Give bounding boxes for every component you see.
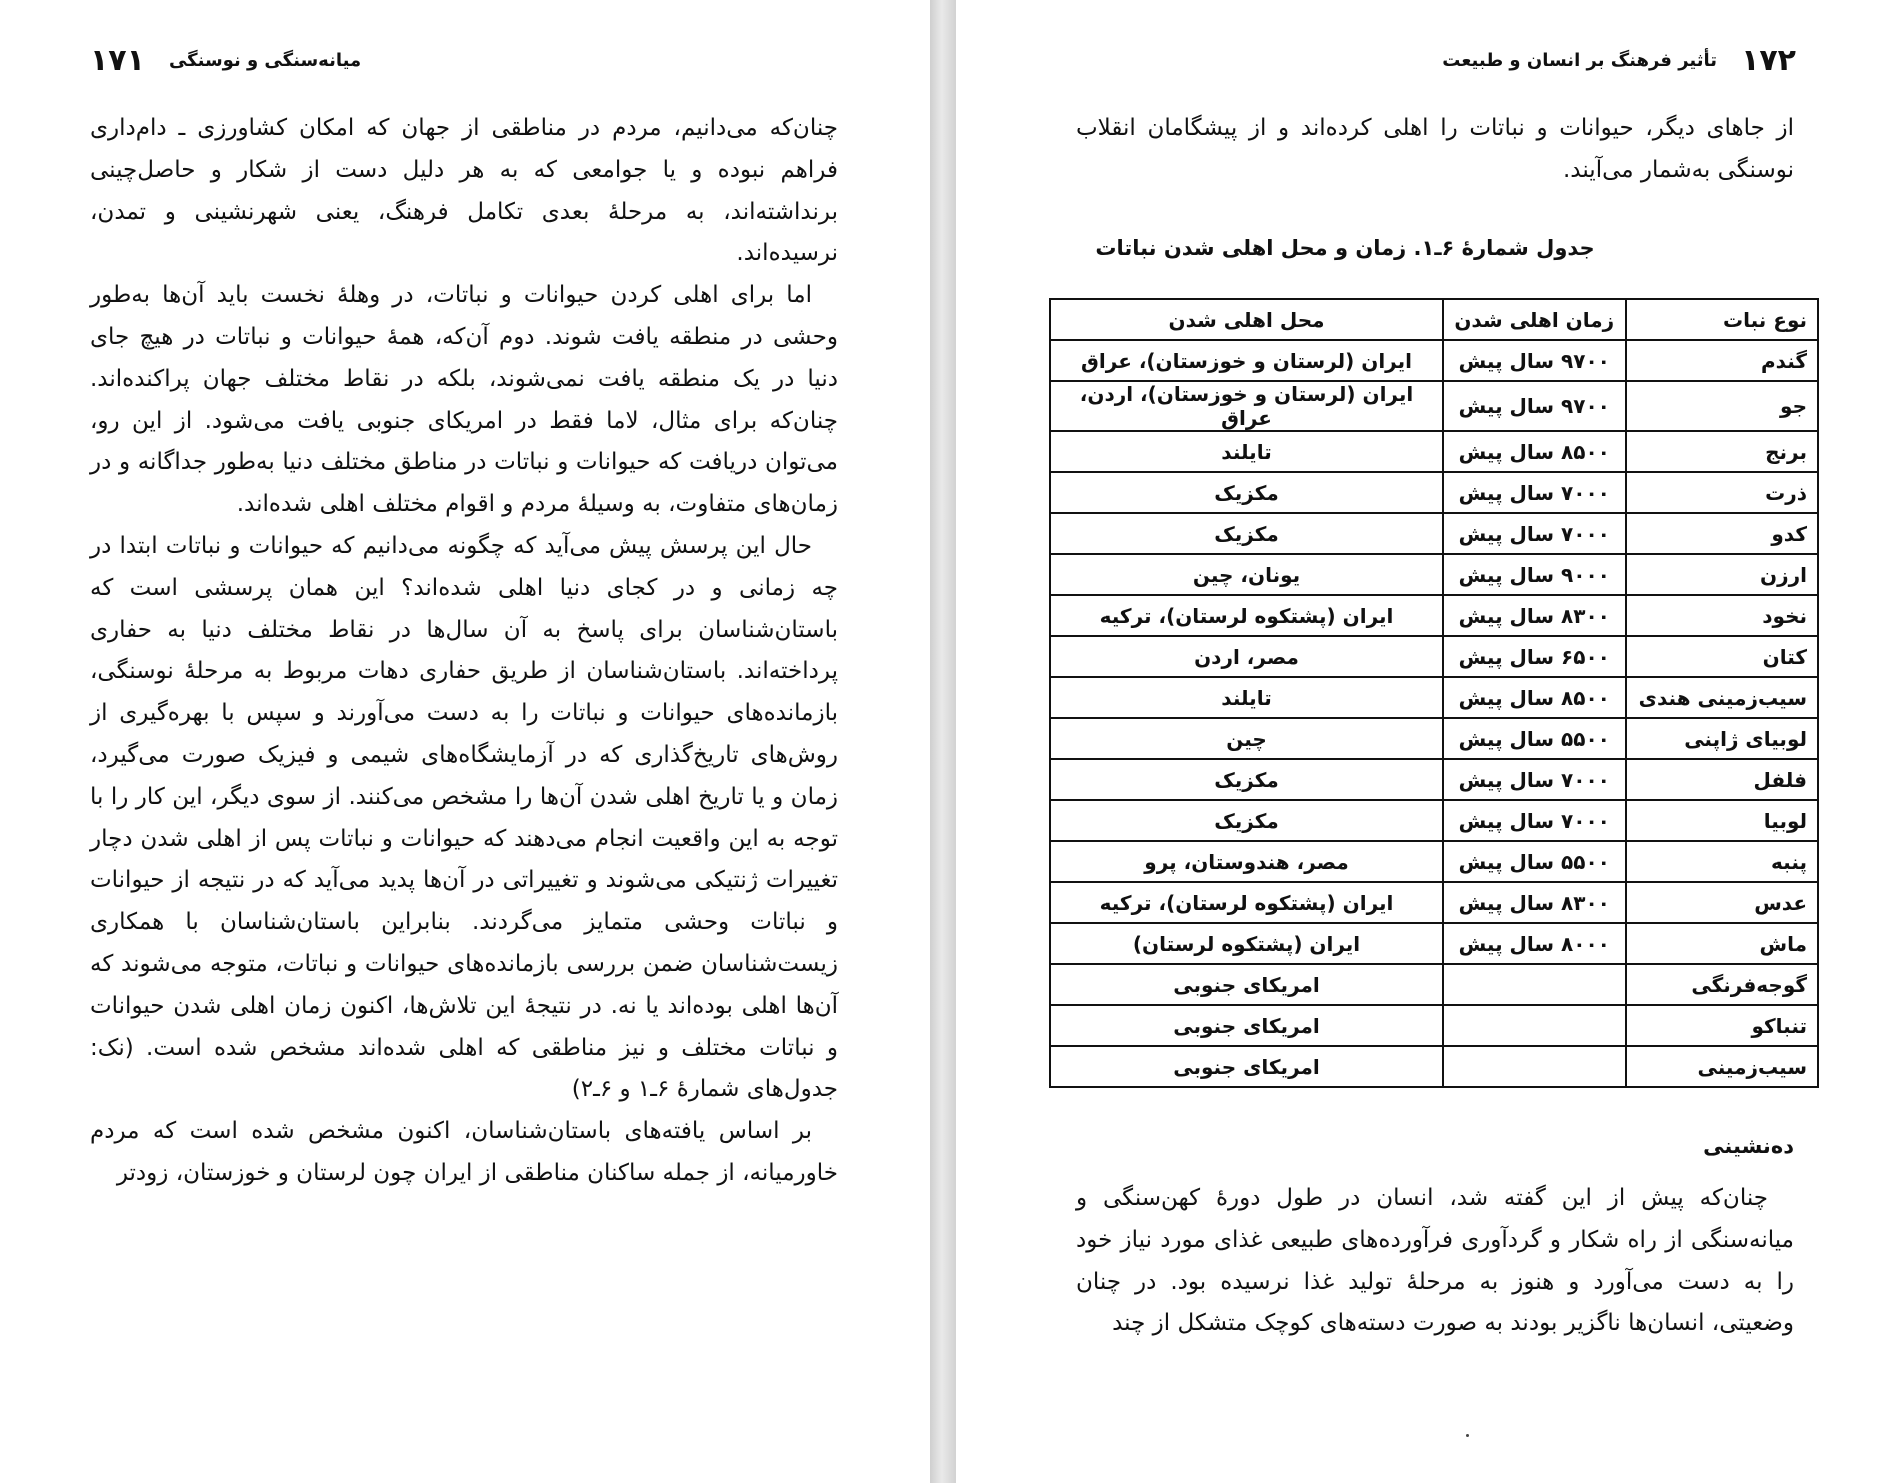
domestication-time-cell: ۹۷۰۰ سال پیش	[1443, 381, 1625, 431]
left-page	[0, 0, 930, 1483]
plant-name-cell: عدس	[1626, 882, 1819, 923]
domestication-time-cell: ۸۵۰۰ سال پیش	[1443, 677, 1625, 718]
table-row	[1050, 636, 1818, 677]
plant-name-cell: فلفل	[1626, 759, 1819, 800]
plant-name-cell: جو	[1626, 381, 1819, 431]
domestication-place-cell: امریکای جنوبی	[1050, 1046, 1443, 1087]
domestication-time-cell	[1443, 1005, 1625, 1046]
plant-name-cell: تنباکو	[1626, 1005, 1819, 1046]
right-body-text	[1076, 1178, 1794, 1345]
domestication-place-cell: مصر، اردن	[1050, 636, 1443, 677]
table-row	[1050, 800, 1818, 841]
paragraph: چنان‌که می‌دانیم، مردم در مناطقی از جهان که امکان کشاورزی ـ دام‌داری فراهم نبوده و یا جوامعی که به هر دلیل دست از شکار و حاصل‌چینی برنداشته‌اند، به مرحلهٔ بعدی تکامل فرهنگ، یعنی شهرنشینی و تمدن، نرسیده‌اند.	[90, 115, 838, 267]
table-row	[1050, 718, 1818, 759]
plant-name-cell: ذرت	[1626, 472, 1819, 513]
plant-name-cell: سیب‌زمینی	[1626, 1046, 1819, 1087]
table-body	[1050, 340, 1818, 1087]
domestication-time-cell: ۷۰۰۰ سال پیش	[1443, 800, 1625, 841]
table-caption: جدول شمارهٔ ۶ـ۱. زمان و محل اهلی شدن نباتات	[1095, 236, 1595, 260]
paragraph: حال این پرسش پیش می‌آید که چگونه می‌دانیم که حیوانات و نباتات ابتدا در چه زمانی و در کجای دنیا اهلی شده‌اند؟ این همان پرسشی است که باستان‌شناسان برای پاسخ به آن سال‌ها در نقاط مختلف دنیا به حفاری پرداخته‌اند. باستان‌شناسان از طریق حفاری دهات مربوط به مرحلهٔ نوسنگی، بازمانده‌های حیوانات و نباتات را به دست می‌آورند و سپس با بهره‌گیری از روش‌های تاریخ‌گذاری که در آزمایشگاه‌های شیمی و فیزیک صورت می‌گیرد، زمان و یا تاریخ اهلی شدن آن‌ها را مشخص می‌کنند. از سوی دیگر، این کار را با توجه به این واقعیت انجام می‌دهند که حیوانات و نباتات پس از اهلی شدن دچار تغییرات ژنتیکی می‌شوند و تغییراتی در آن‌ها پدید می‌آید که در نتیجه از حیوانات و نباتات وحشی متمایز می‌گردند. بنابراین باستان‌شناسان با همکاری زیست‌شناسان ضمن بررسی بازمانده‌های حیوانات و نباتات، متوجه می‌شوند که آن‌ها اهلی بوده‌اند یا نه. در نتیجهٔ این تلاش‌ها، اکنون زمان اهلی شدن حیوانات و نباتات مختلف و نیز مناطقی که اهلی شده‌اند مشخص شده است. (نک: جدول‌های شمارهٔ ۶ـ۱ و ۶ـ۲)	[90, 532, 838, 1103]
domestication-time-cell: ۹۰۰۰ سال پیش	[1443, 554, 1625, 595]
running-head	[1046, 40, 1796, 80]
right-intro-text	[1076, 108, 1794, 192]
domestication-time-cell: ۸۳۰۰ سال پیش	[1443, 595, 1625, 636]
plant-name-cell: کدو	[1626, 513, 1819, 554]
domestication-time-cell: ۸۰۰۰ سال پیش	[1443, 923, 1625, 964]
domestication-time-cell: ۷۰۰۰ سال پیش	[1443, 513, 1625, 554]
left-body-text	[90, 108, 838, 1195]
domestication-place-cell: ایران (پشتکوه لرستان)، ترکیه	[1050, 595, 1443, 636]
running-title: میانه‌سنگی و نوسنگی	[168, 49, 362, 71]
domestication-time-cell: ۸۳۰۰ سال پیش	[1443, 882, 1625, 923]
domestication-time-cell: ۹۷۰۰ سال پیش	[1443, 340, 1625, 381]
table-row	[1050, 340, 1818, 381]
column-header: زمان اهلی شدن	[1443, 299, 1625, 340]
plant-name-cell: برنج	[1626, 431, 1819, 472]
book-gutter	[930, 0, 956, 1483]
table-row	[1050, 431, 1818, 472]
domestication-place-cell: مکزیک	[1050, 800, 1443, 841]
running-title: تأثیر فرهنگ بر انسان و طبیعت	[1442, 49, 1718, 71]
page-speck	[1466, 1434, 1469, 1437]
paragraph: چنان‌که پیش از این گفته شد، انسان در طول دورهٔ کهن‌سنگی و میانه‌سنگی از راه شکار و گردآوری فرآورده‌های طبیعی غذای مورد نیاز خود را به دست می‌آورد و هنوز به مرحلهٔ تولید غذا نرسیده بود. در چنان وضعیتی، انسان‌ها ناگزیر بودند به صورت دسته‌های کوچک متشکل از چند	[1076, 1185, 1794, 1337]
domestication-time-cell: ۸۵۰۰ سال پیش	[1443, 431, 1625, 472]
domestication-time-cell: ۵۵۰۰ سال پیش	[1443, 718, 1625, 759]
table-row	[1050, 964, 1818, 1005]
domestication-time-cell	[1443, 964, 1625, 1005]
domestication-place-cell: ایران (لرستان و خوزستان)، اردن، عراق	[1050, 381, 1443, 431]
page-number: ۱۷۲	[1741, 42, 1796, 78]
plant-name-cell: لوبیا	[1626, 800, 1819, 841]
plant-name-cell: ماش	[1626, 923, 1819, 964]
paragraph: اما برای اهلی کردن حیوانات و نباتات، در وهلهٔ نخست باید آن‌ها به‌طور وحشی در منطقه یافت شوند. دوم آن‌که، همهٔ حیوانات و نباتات در هیچ جای دنیا در یک منطقه یافت نمی‌شوند، بلکه در نقاط مختلف جهان پراکنده‌اند. چنان‌که برای مثال، لاما فقط در امریکای جنوبی یافت می‌شود. از این رو، می‌توان دریافت که حیوانات و نباتات در مناطق مختلف دنیا به‌طور جداگانه و در زمان‌های متفاوت، به وسیلهٔ مردم و اقوام مختلف اهلی شده‌اند.	[90, 282, 838, 518]
table-row	[1050, 759, 1818, 800]
domestication-place-cell: مکزیک	[1050, 472, 1443, 513]
table-row	[1050, 677, 1818, 718]
column-header: محل اهلی شدن	[1050, 299, 1443, 340]
paragraph: بر اساس یافته‌های باستان‌شناسان، اکنون مشخص شده است که مردم خاورمیانه، از جمله ساکنان مناطقی از ایران چون لرستان و خوزستان، زودتر	[90, 1118, 838, 1186]
plant-domestication-table	[1049, 298, 1819, 1088]
domestication-place-cell: امریکای جنوبی	[1050, 1005, 1443, 1046]
table-row	[1050, 595, 1818, 636]
plant-name-cell: ارزن	[1626, 554, 1819, 595]
page-number: ۱۷۱	[90, 42, 145, 78]
domestication-place-cell: مکزیک	[1050, 759, 1443, 800]
domestication-time-cell: ۷۰۰۰ سال پیش	[1443, 759, 1625, 800]
domestication-place-cell: مصر، هندوستان، پرو	[1050, 841, 1443, 882]
domestication-place-cell: ایران (لرستان و خوزستان)، عراق	[1050, 340, 1443, 381]
plant-name-cell: سیب‌زمینی هندی	[1626, 677, 1819, 718]
domestication-place-cell: مکزیک	[1050, 513, 1443, 554]
table-row	[1050, 841, 1818, 882]
plant-name-cell: کتان	[1626, 636, 1819, 677]
domestication-place-cell: تایلند	[1050, 677, 1443, 718]
table-row	[1050, 381, 1818, 431]
domestication-place-cell: ایران (پشتکوه لرستان)، ترکیه	[1050, 882, 1443, 923]
column-header: نوع نبات	[1626, 299, 1819, 340]
table-row	[1050, 923, 1818, 964]
domestication-time-cell	[1443, 1046, 1625, 1087]
domestication-place-cell: یونان، چین	[1050, 554, 1443, 595]
table-row	[1050, 882, 1818, 923]
table-row	[1050, 513, 1818, 554]
section-heading: ده‌نشینی	[1703, 1134, 1794, 1158]
domestication-place-cell: امریکای جنوبی	[1050, 964, 1443, 1005]
table-header-row	[1050, 299, 1818, 340]
domestication-time-cell: ۷۰۰۰ سال پیش	[1443, 472, 1625, 513]
plant-name-cell: گوجه‌فرنگی	[1626, 964, 1819, 1005]
right-page	[956, 0, 1886, 1483]
paragraph: از جاهای دیگر، حیوانات و نباتات را اهلی کرده‌اند و از پیشگامان انقلاب نوسنگی به‌شمار می‌آیند.	[1076, 115, 1794, 183]
running-head	[90, 40, 840, 80]
table-row	[1050, 1005, 1818, 1046]
table-row	[1050, 554, 1818, 595]
domestication-time-cell: ۶۵۰۰ سال پیش	[1443, 636, 1625, 677]
domestication-time-cell: ۵۵۰۰ سال پیش	[1443, 841, 1625, 882]
plant-name-cell: پنبه	[1626, 841, 1819, 882]
table-row	[1050, 472, 1818, 513]
plant-name-cell: نخود	[1626, 595, 1819, 636]
domestication-place-cell: ایران (پشتکوه لرستان)	[1050, 923, 1443, 964]
plant-name-cell: لوبیای ژاپنی	[1626, 718, 1819, 759]
domestication-place-cell: چین	[1050, 718, 1443, 759]
table-row	[1050, 1046, 1818, 1087]
plant-name-cell: گندم	[1626, 340, 1819, 381]
domestication-place-cell: تایلند	[1050, 431, 1443, 472]
